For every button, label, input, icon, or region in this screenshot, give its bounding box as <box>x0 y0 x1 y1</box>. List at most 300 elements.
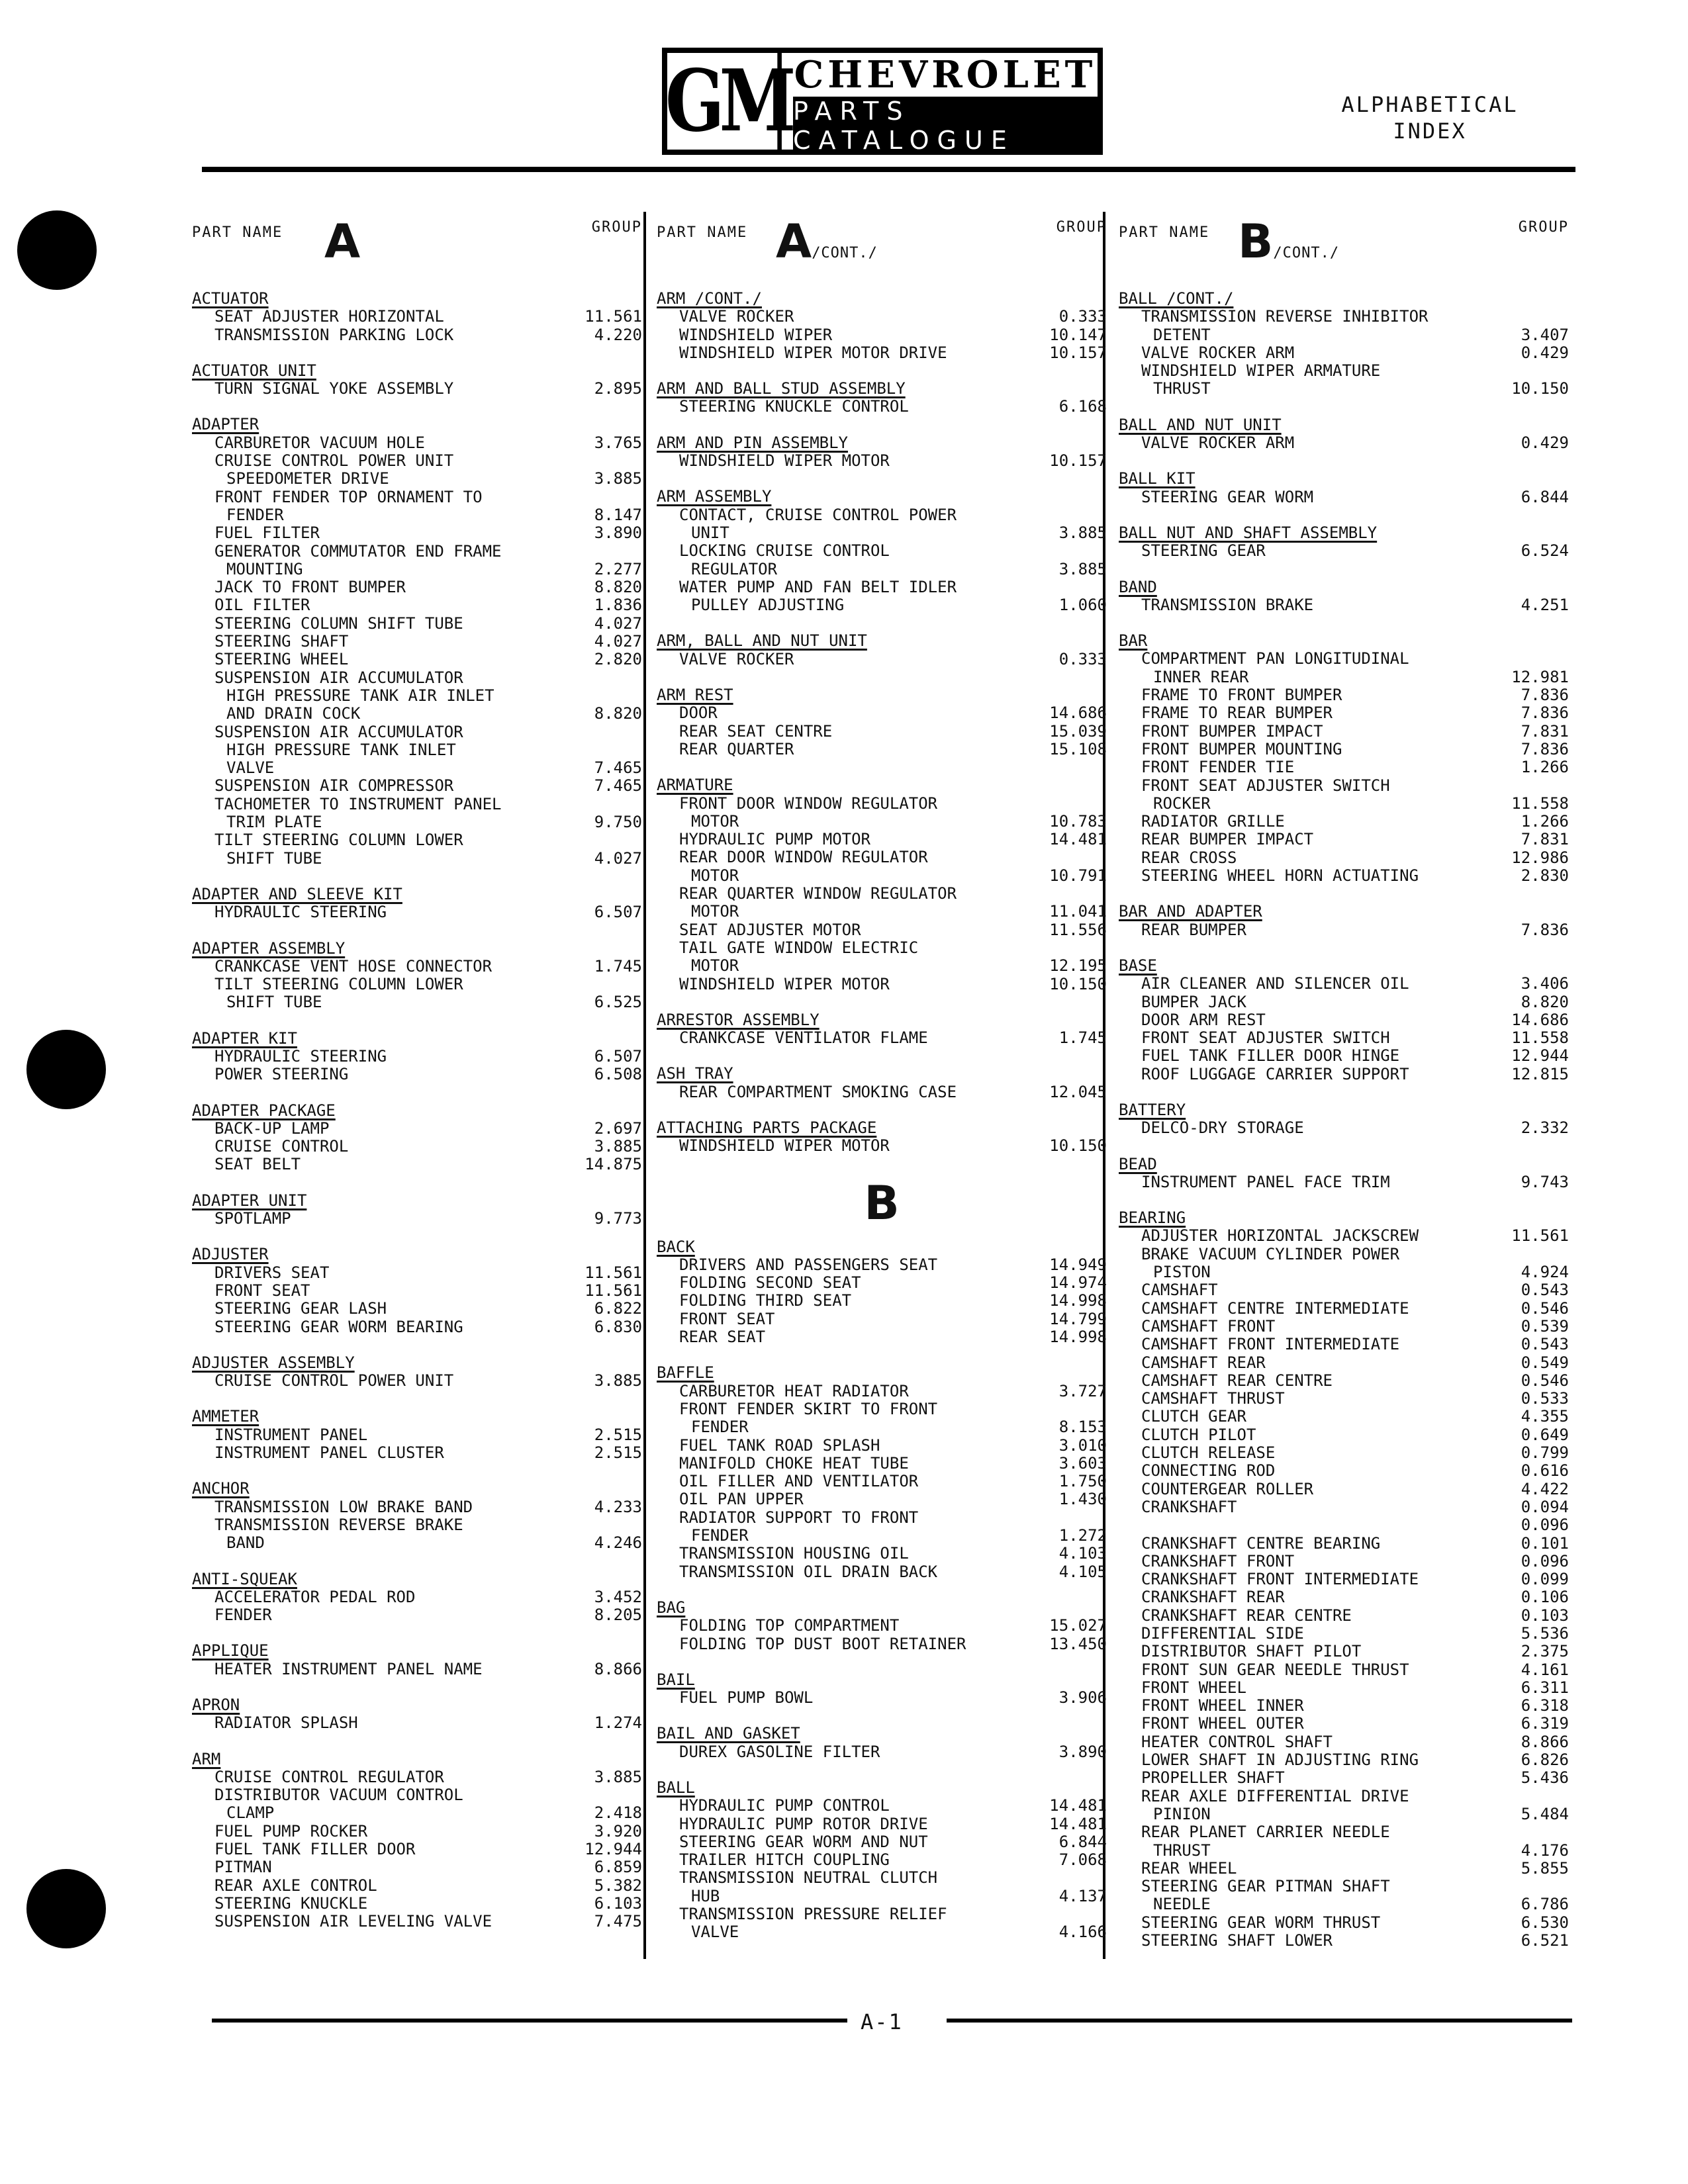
part-name: WINDSHIELD WIPER ARMATURE <box>1141 361 1381 381</box>
part-name: FRONT SEAT <box>214 1281 310 1300</box>
index-row <box>657 1888 1107 1905</box>
index-row <box>1119 488 1569 506</box>
part-name: FENDER <box>226 505 284 524</box>
part-name: TRANSMISSION BRAKE <box>1141 595 1314 614</box>
index-row <box>192 1804 642 1822</box>
index-row <box>657 1833 1107 1851</box>
part-name: MOTOR <box>691 902 739 921</box>
part-name: FENDER <box>691 1526 749 1545</box>
entry-heading: BALL /CONT./ <box>1119 289 1234 308</box>
page-number: A-1 <box>861 2009 903 2034</box>
group-number: 6.859 <box>594 1858 642 1877</box>
group-number: 1.266 <box>1521 758 1569 777</box>
part-name: FUEL TANK ROAD SPLASH <box>679 1435 880 1455</box>
index-row <box>192 1318 642 1336</box>
entry-heading: BATTERY <box>1119 1100 1186 1119</box>
group-number: 4.103 <box>1058 1544 1107 1563</box>
index-row <box>657 1509 1107 1527</box>
index-row <box>192 452 642 470</box>
part-name: REAR CROSS <box>1141 848 1237 867</box>
index-row <box>1119 1643 1569 1661</box>
entry-heading: ADAPTER AND SLEEVE KIT <box>192 884 402 903</box>
entry-heading: BAR <box>1119 631 1148 651</box>
binder-hole-middle <box>26 1030 106 1109</box>
part-name: SHIFT TUBE <box>226 848 322 868</box>
part-name: HIGH PRESSURE TANK AIR INLET <box>226 686 494 705</box>
index-row <box>192 1498 642 1516</box>
group-number: 9.773 <box>594 1209 642 1228</box>
index-row <box>657 1400 1107 1418</box>
group-number: 0.333 <box>1058 649 1107 668</box>
group-number: 0.546 <box>1521 1371 1569 1390</box>
part-name: HYDRAULIC STEERING <box>214 1046 387 1066</box>
group-number: 4.220 <box>594 325 642 344</box>
index-row <box>192 993 642 1011</box>
group-number: 7.068 <box>1058 1850 1107 1870</box>
entry-heading: ADAPTER PACKAGE <box>192 1101 336 1120</box>
index-entry <box>657 1238 1107 1347</box>
part-name: RADIATOR GRILLE <box>1141 812 1285 831</box>
group-number: 10.157 <box>1049 451 1107 471</box>
group-number: 11.041 <box>1049 902 1107 921</box>
index-row <box>657 921 1107 939</box>
part-name: TRANSMISSION NEUTRAL CLUTCH <box>679 1868 938 1888</box>
group-number: 11.561 <box>585 307 642 326</box>
index-row <box>192 687 642 705</box>
entry-heading: ADAPTER <box>192 415 259 434</box>
group-number: 11.558 <box>1511 794 1569 813</box>
group-number: 1.266 <box>1521 812 1569 831</box>
part-name: BRAKE VACUUM CYLINDER POWER <box>1141 1244 1400 1263</box>
entry-heading: BAIL <box>657 1670 695 1689</box>
part-name: TRANSMISSION PARKING LOCK <box>214 325 454 344</box>
group-number: 3.885 <box>594 1137 642 1156</box>
index-row <box>192 615 642 633</box>
index-row <box>192 651 642 668</box>
part-name: SUSPENSION AIR ACCUMULATOR <box>214 668 463 687</box>
part-name: CRANKSHAFT REAR CENTRE <box>1141 1606 1352 1625</box>
index-entry <box>657 1119 1107 1156</box>
index-row <box>1119 795 1569 813</box>
index-entry <box>192 1030 642 1084</box>
group-number: 0.429 <box>1521 343 1569 362</box>
group-number: 0.546 <box>1521 1298 1569 1318</box>
part-name: MOTOR <box>691 811 739 831</box>
index-title <box>1324 91 1536 144</box>
group-number: 0.543 <box>1521 1281 1569 1300</box>
index-row <box>657 903 1107 921</box>
group-number: 6.524 <box>1521 541 1569 561</box>
entry-heading: ARM AND BALL STUD ASSEMBLY <box>657 379 906 398</box>
part-name: GENERATOR COMMUTATOR END FRAME <box>214 541 502 561</box>
index-row <box>192 1895 642 1913</box>
part-name: CAMSHAFT FRONT INTERMEDIATE <box>1141 1335 1400 1354</box>
entry-heading: ANTI-SQUEAK <box>192 1569 297 1588</box>
part-name: STEERING SHAFT <box>214 632 349 651</box>
group-number: 1.272 <box>1058 1526 1107 1545</box>
index-row <box>1119 1246 1569 1263</box>
index-row <box>192 976 642 993</box>
group-number: 7.836 <box>1521 686 1569 705</box>
index-entry <box>192 940 642 1012</box>
index-row <box>657 344 1107 362</box>
index-row <box>192 1048 642 1066</box>
group-number: 0.533 <box>1521 1389 1569 1408</box>
part-name: MOTOR <box>691 866 739 885</box>
group-number: 6.525 <box>594 993 642 1012</box>
group-number: 6.103 <box>594 1893 642 1913</box>
part-name: CLUTCH PILOT <box>1141 1425 1256 1444</box>
group-number: 6.786 <box>1521 1895 1569 1914</box>
group-number: 7.831 <box>1521 830 1569 849</box>
index-row <box>1119 921 1569 939</box>
index-row <box>657 1383 1107 1400</box>
part-name: CRANKCASE VENTILATOR FLAME <box>679 1028 928 1048</box>
index-entry <box>192 362 642 398</box>
index-row <box>1119 1661 1569 1679</box>
group-number: 13.450 <box>1049 1634 1107 1653</box>
part-name: HYDRAULIC STEERING <box>214 903 387 922</box>
group-number: 15.039 <box>1049 721 1107 741</box>
index-row <box>657 813 1107 831</box>
index-row <box>1119 596 1569 614</box>
index-row <box>657 795 1107 813</box>
part-name: REAR COMPARTMENT SMOKING CASE <box>679 1082 957 1101</box>
index-row <box>1119 849 1569 867</box>
index-entry <box>657 1725 1107 1761</box>
index-row <box>192 1156 642 1173</box>
part-name: FRONT FENDER SKIRT TO FRONT <box>679 1399 938 1418</box>
group-number: 4.246 <box>594 1533 642 1553</box>
index-row <box>1119 668 1569 686</box>
index-row <box>657 1083 1107 1101</box>
index-entry <box>192 1102 642 1174</box>
part-name: TAIL GATE WINDOW ELECTRIC <box>679 938 919 957</box>
part-name: REAR DOOR WINDOW REGULATOR <box>679 848 928 867</box>
part-name: CRUISE CONTROL <box>214 1137 349 1156</box>
index-row <box>657 704 1107 722</box>
group-number: 3.885 <box>594 1767 642 1786</box>
group-number: 6.826 <box>1521 1751 1569 1770</box>
group-number: 1.745 <box>594 956 642 976</box>
index-row <box>1119 1498 1569 1516</box>
part-name: WINDSHIELD WIPER <box>679 325 833 344</box>
index-row <box>657 1274 1107 1292</box>
part-name: JACK TO FRONT BUMPER <box>214 578 406 597</box>
index-row <box>657 1029 1107 1047</box>
part-name: OIL PAN UPPER <box>679 1490 804 1509</box>
group-number: 4.422 <box>1521 1479 1569 1498</box>
part-name: CAMSHAFT <box>1141 1281 1218 1300</box>
group-number: 0.099 <box>1521 1570 1569 1589</box>
index-entry <box>1119 1209 1569 1950</box>
part-name: STEERING SHAFT LOWER <box>1141 1931 1333 1950</box>
index-row <box>657 1310 1107 1328</box>
index-row <box>1119 1390 1569 1408</box>
group-number: 8.153 <box>1058 1418 1107 1437</box>
group-number: 5.484 <box>1521 1804 1569 1823</box>
part-name: FRONT SEAT <box>679 1309 775 1328</box>
index-row <box>1119 1607 1569 1625</box>
part-name-header: PART NAME <box>192 224 283 241</box>
group-number: 3.890 <box>1058 1742 1107 1761</box>
index-row <box>192 1282 642 1300</box>
index-row <box>192 380 642 398</box>
entry-heading: BAG <box>657 1598 686 1617</box>
index-row <box>1119 867 1569 885</box>
index-row <box>657 1923 1107 1941</box>
group-number: 7.831 <box>1521 721 1569 741</box>
group-number: 10.783 <box>1049 811 1107 831</box>
part-name: PINION <box>1153 1804 1211 1823</box>
group-number: 14.949 <box>1049 1255 1107 1274</box>
group-number: 5.436 <box>1521 1768 1569 1788</box>
index-row <box>1119 1751 1569 1769</box>
part-name: CONTACT, CRUISE CONTROL POWER <box>679 505 957 524</box>
part-name: THRUST <box>1153 379 1211 398</box>
part-name: FRONT FENDER TOP ORNAMENT TO <box>214 487 483 506</box>
index-row <box>192 1913 642 1931</box>
part-name: COMPARTMENT PAN LONGITUDINAL <box>1141 649 1409 668</box>
continued-label: /CONT./ <box>812 245 878 261</box>
footer-rule-left <box>212 2019 847 2023</box>
part-name: FUEL PUMP BOWL <box>679 1688 814 1707</box>
group-number: 12.944 <box>585 1840 642 1859</box>
index-row <box>1119 1372 1569 1390</box>
part-name: CRANKCASE VENT HOSE CONNECTOR <box>214 956 492 976</box>
part-name: HYDRAULIC PUMP CONTROL <box>679 1796 890 1815</box>
index-row <box>1119 1047 1569 1065</box>
group-number: 11.561 <box>585 1281 642 1300</box>
group-number: 2.697 <box>594 1118 642 1138</box>
index-row <box>192 741 642 759</box>
index-title-line2: INDEX <box>1393 118 1467 144</box>
part-name: PISTON <box>1153 1263 1211 1282</box>
index-row <box>657 1137 1107 1155</box>
index-entry <box>657 434 1107 471</box>
index-entry <box>1119 632 1569 885</box>
part-name: CRUISE CONTROL POWER UNIT <box>214 1371 454 1390</box>
index-row <box>192 578 642 596</box>
group-number: 4.924 <box>1521 1263 1569 1282</box>
group-header: GROUP <box>1518 219 1569 236</box>
index-row <box>1119 1029 1569 1047</box>
part-name: STEERING GEAR WORM AND NUT <box>679 1832 928 1851</box>
part-name: FOLDING SECOND SEAT <box>679 1273 861 1293</box>
part-name: VALVE ROCKER <box>679 307 794 326</box>
header-rule <box>202 167 1575 172</box>
group-number: 14.799 <box>1049 1309 1107 1328</box>
part-name: FRONT WHEEL INNER <box>1141 1696 1304 1715</box>
index-entry <box>192 1246 642 1336</box>
part-name: TURN SIGNAL YOKE ASSEMBLY <box>214 379 454 398</box>
group-number: 4.105 <box>1058 1562 1107 1581</box>
entry-heading: ARM, BALL AND NUT UNIT <box>657 631 867 651</box>
entry-heading: BAR AND ADAPTER <box>1119 902 1262 921</box>
index-row <box>1119 1444 1569 1462</box>
index-row <box>657 885 1107 903</box>
continued-label: /CONT./ <box>1273 245 1340 261</box>
index-row <box>192 596 642 614</box>
index-row <box>192 759 642 777</box>
part-name: VALVE ROCKER <box>679 649 794 668</box>
part-name: COUNTERGEAR ROLLER <box>1141 1479 1314 1498</box>
group-number: 7.836 <box>1521 704 1569 723</box>
group-number: 3.885 <box>1058 523 1107 542</box>
part-name: TILT STEERING COLUMN LOWER <box>214 831 463 850</box>
group-number: 12.815 <box>1511 1064 1569 1083</box>
entry-heading: ARRESTOR ASSEMBLY <box>657 1010 820 1029</box>
index-row <box>657 524 1107 542</box>
group-number: 8.205 <box>594 1606 642 1625</box>
entry-heading: ASH TRAY <box>657 1064 733 1083</box>
index-entry <box>657 1599 1107 1653</box>
index-row <box>1119 380 1569 398</box>
index-row <box>657 452 1107 470</box>
entry-heading: ARM ASSEMBLY <box>657 487 772 506</box>
part-name: TILT STEERING COLUMN LOWER <box>214 975 463 994</box>
index-row <box>192 1768 642 1786</box>
entry-heading: BACK <box>657 1237 695 1256</box>
group-number: 6.844 <box>1058 1832 1107 1851</box>
index-entry <box>1119 957 1569 1083</box>
index-row <box>192 633 642 651</box>
group-number: 14.998 <box>1049 1291 1107 1310</box>
index-entry <box>192 1570 642 1625</box>
entry-heading: APRON <box>192 1696 240 1714</box>
entry-heading: ARM <box>192 1749 221 1768</box>
group-number: 5.855 <box>1521 1858 1569 1878</box>
group-number: 14.481 <box>1049 1814 1107 1833</box>
part-name: POWER STEERING <box>214 1065 349 1084</box>
index-entry <box>192 1696 642 1733</box>
index-row <box>657 578 1107 596</box>
section-letter-text: B <box>1238 214 1274 269</box>
group-number: 4.137 <box>1058 1886 1107 1905</box>
index-row <box>1119 686 1569 704</box>
group-number: 6.311 <box>1521 1678 1569 1697</box>
group-number: 1.750 <box>1058 1472 1107 1491</box>
index-row <box>1119 975 1569 993</box>
part-name: CARBURETOR VACUUM HOLE <box>214 433 425 452</box>
index-row <box>1119 758 1569 776</box>
part-name: HYDRAULIC PUMP MOTOR <box>679 830 870 849</box>
index-row <box>192 1534 642 1552</box>
part-name: REGULATOR <box>691 559 778 578</box>
part-name: INSTRUMENT PANEL FACE TRIM <box>1141 1172 1390 1191</box>
index-row <box>1119 831 1569 848</box>
entry-heading: ARM REST <box>657 686 733 705</box>
index-row <box>192 850 642 868</box>
index-row <box>192 669 642 687</box>
group-number: 12.944 <box>1511 1046 1569 1066</box>
group-number: 2.820 <box>594 650 642 669</box>
part-name: REAR QUARTER <box>679 739 794 758</box>
index-row <box>657 957 1107 975</box>
index-row <box>1119 1788 1569 1805</box>
group-number: 14.974 <box>1049 1273 1107 1293</box>
group-number: 0.096 <box>1521 1516 1569 1535</box>
part-name: DETENT <box>1153 325 1211 344</box>
group-number: 7.465 <box>594 776 642 796</box>
group-number: 14.686 <box>1049 704 1107 723</box>
group-number: 2.332 <box>1521 1118 1569 1138</box>
index-row <box>657 308 1107 326</box>
index-row <box>1119 723 1569 741</box>
group-number: 7.836 <box>1521 920 1569 939</box>
part-name: FRONT SEAT ADJUSTER SWITCH <box>1141 776 1390 795</box>
group-number: 4.251 <box>1521 595 1569 614</box>
index-row <box>192 831 642 849</box>
part-name: CRUISE CONTROL POWER UNIT <box>214 451 454 471</box>
group-number: 10.150 <box>1511 379 1569 398</box>
index-row <box>657 1689 1107 1707</box>
index-row <box>192 1714 642 1732</box>
group-number: 11.561 <box>585 1263 642 1282</box>
part-name: CRUISE CONTROL REGULATOR <box>214 1767 444 1786</box>
index-row <box>1119 1842 1569 1860</box>
group-number: 3.452 <box>594 1587 642 1606</box>
index-entry <box>192 1642 642 1678</box>
group-number: 6.168 <box>1058 397 1107 416</box>
index-row <box>1119 1895 1569 1913</box>
group-number: 6.822 <box>594 1299 642 1318</box>
index-column-2 <box>657 214 1107 1960</box>
group-number: 3.407 <box>1521 325 1569 344</box>
group-number: 6.319 <box>1521 1714 1569 1733</box>
index-row <box>192 1823 642 1841</box>
group-number: 2.830 <box>1521 866 1569 886</box>
group-number: 0.103 <box>1521 1606 1569 1625</box>
part-name: DISTRIBUTOR SHAFT PILOT <box>1141 1642 1362 1661</box>
group-header: GROUP <box>1056 219 1107 236</box>
index-entry <box>192 886 642 922</box>
index-entry <box>657 1364 1107 1581</box>
part-name: TRAILER HITCH COUPLING <box>679 1850 890 1870</box>
group-number: 0.106 <box>1521 1588 1569 1607</box>
index-row <box>1119 1462 1569 1480</box>
part-name: CAMSHAFT REAR CENTRE <box>1141 1371 1333 1390</box>
part-name: FRAME TO FRONT BUMPER <box>1141 686 1342 705</box>
part-name: DRIVERS SEAT <box>214 1263 330 1282</box>
part-name: LOWER SHAFT IN ADJUSTING RING <box>1141 1751 1419 1770</box>
group-number: 1.274 <box>594 1713 642 1733</box>
footer-rule-right <box>947 2019 1572 2023</box>
index-entry <box>192 1354 642 1390</box>
index-row <box>657 1545 1107 1563</box>
part-name: STEERING GEAR WORM BEARING <box>214 1317 463 1336</box>
index-entry <box>1119 470 1569 506</box>
binder-hole-top <box>17 210 97 290</box>
part-name: HEATER CONTROL SHAFT <box>1141 1732 1333 1751</box>
group-number: 8.820 <box>594 704 642 723</box>
entry-heading: ATTACHING PARTS PACKAGE <box>657 1118 877 1137</box>
index-row <box>657 326 1107 344</box>
index-row <box>657 506 1107 524</box>
part-name: CLUTCH GEAR <box>1141 1407 1246 1426</box>
index-entry <box>657 1671 1107 1707</box>
part-name: VALVE <box>226 758 275 778</box>
part-name: CRANKSHAFT FRONT INTERMEDIATE <box>1141 1570 1419 1589</box>
part-name: DIFFERENTIAL SIDE <box>1141 1624 1304 1643</box>
part-name: FRONT DOOR WINDOW REGULATOR <box>679 794 938 813</box>
entry-heading: ADAPTER KIT <box>192 1028 297 1048</box>
index-row <box>1119 1480 1569 1498</box>
part-name: SEAT ADJUSTER HORIZONTAL <box>214 307 444 326</box>
part-name: WINDSHIELD WIPER MOTOR <box>679 1136 890 1156</box>
index-row <box>1119 1227 1569 1245</box>
index-row <box>192 1138 642 1156</box>
